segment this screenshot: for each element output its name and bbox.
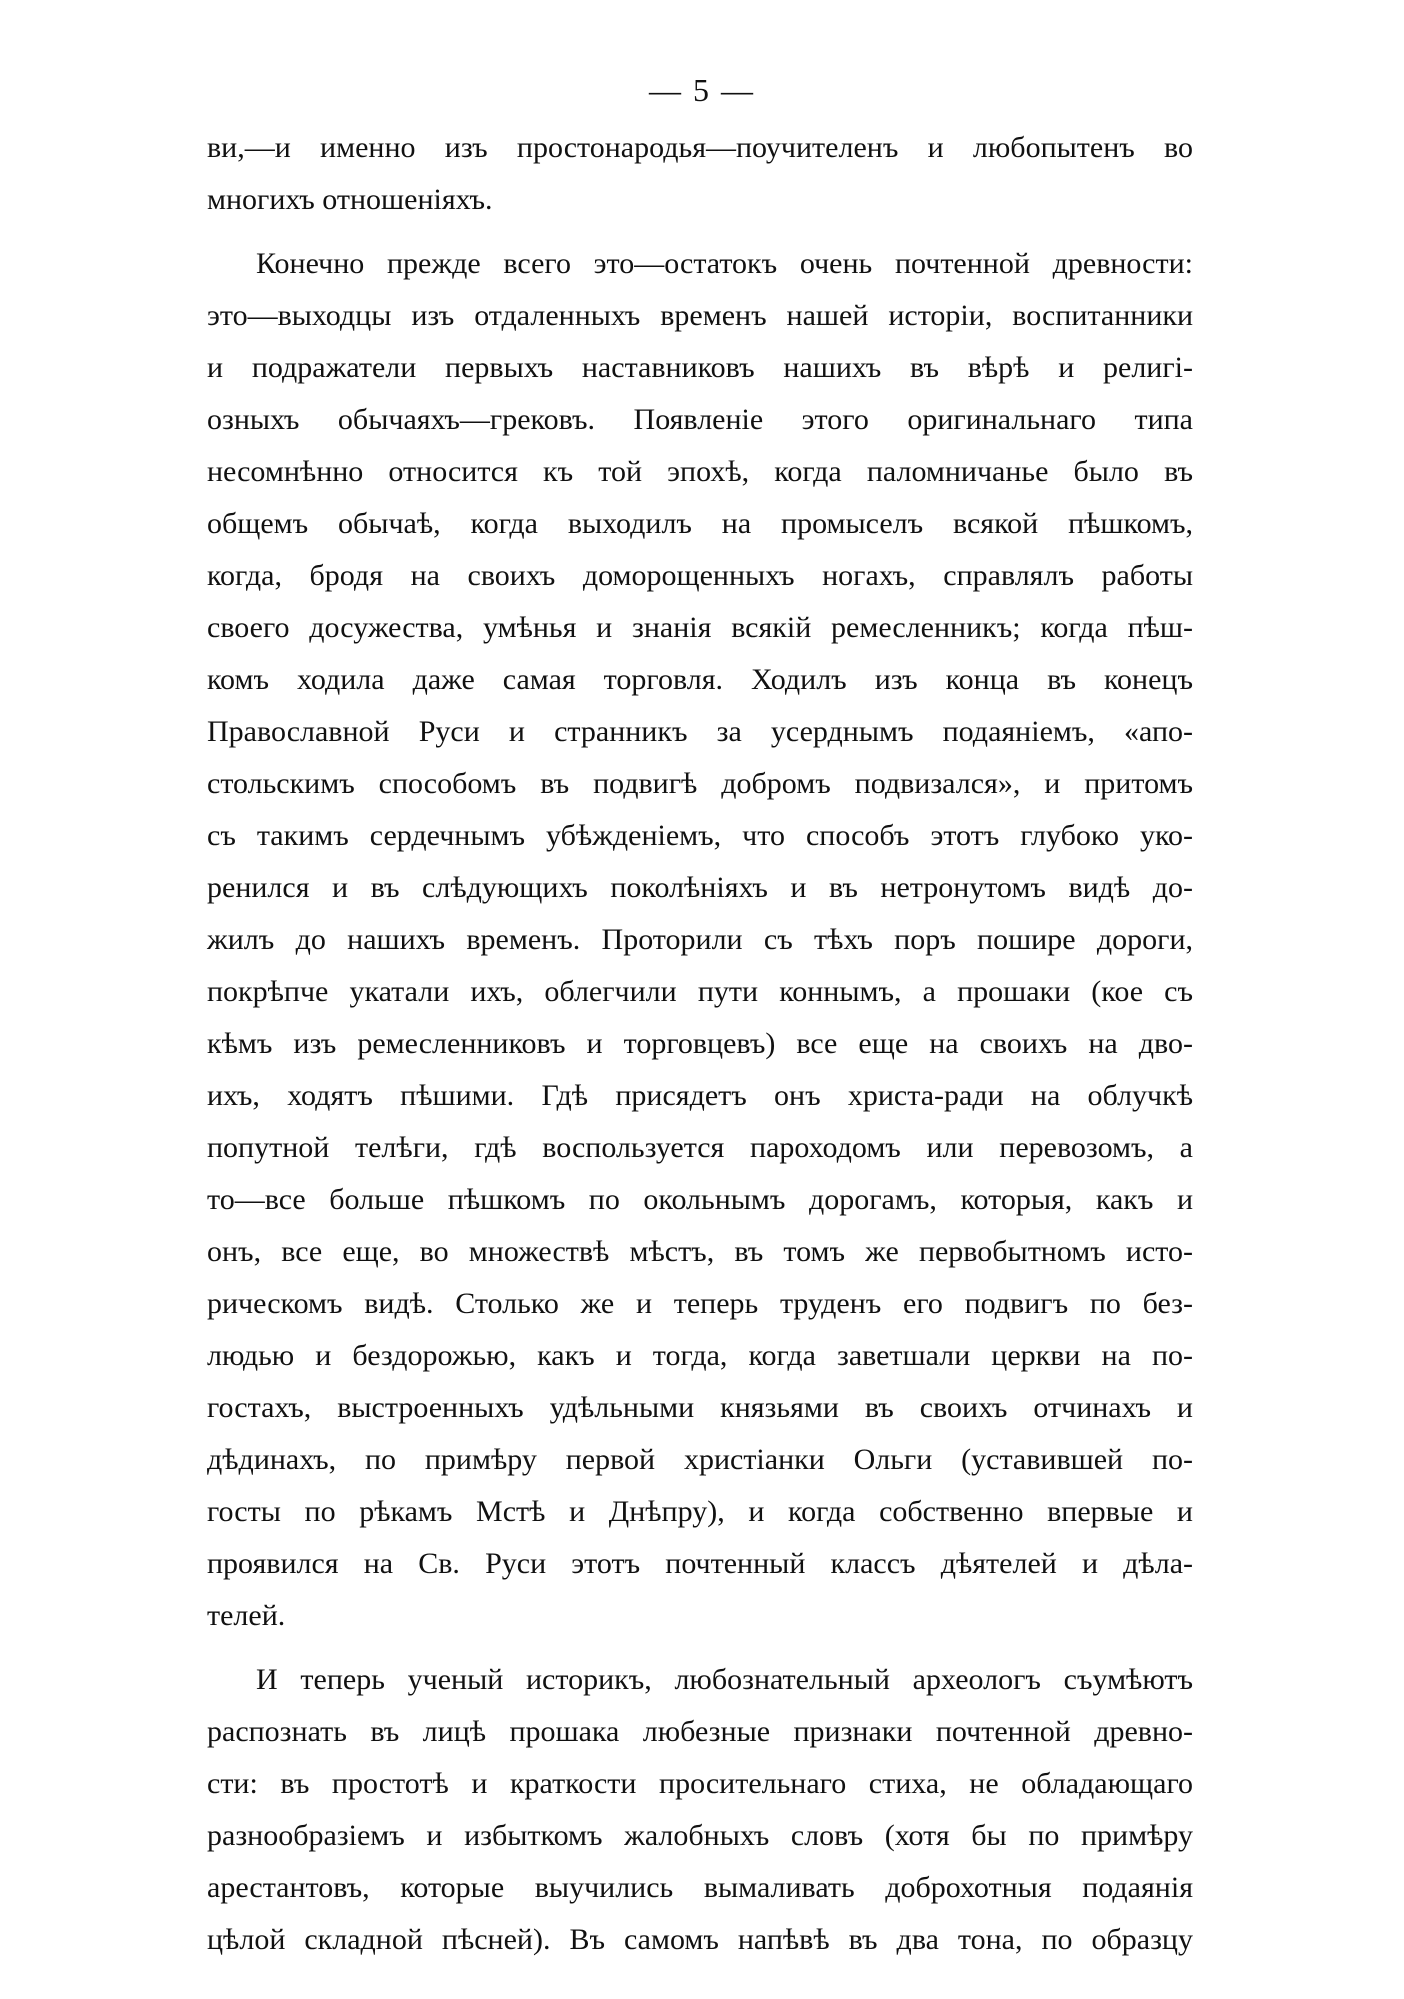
text-line: попутной телѣги, гдѣ воспользуется пароходомъ или перевозомъ, а [207, 1131, 1193, 1164]
text-line: озныхъ обычаяхъ—грековъ. Появленіе этого оригинальнаго типа [207, 403, 1193, 436]
text-line: общемъ обычаѣ, когда выходилъ на промыселъ всякой пѣшкомъ, [207, 507, 1193, 540]
page-number: — 5 — [649, 72, 755, 108]
text-line: покрѣпче укатали ихъ, облегчили пути коннымъ, а прошаки (кое съ [207, 975, 1193, 1008]
text-line: стольскимъ способомъ въ подвигѣ добромъ подвизался», и притомъ [207, 767, 1193, 800]
text-line: дѣдинахъ, по примѣру первой христіанки Ольги (уставившей по- [207, 1443, 1193, 1476]
text-line: Конечно прежде всего это—остатокъ очень почтенной древности: [256, 247, 1193, 280]
text-line: рическомъ видѣ. Столько же и теперь труденъ его подвигъ по без- [207, 1287, 1193, 1320]
text-line: проявился на Св. Руси этотъ почтенный классъ дѣятелей и дѣла- [207, 1547, 1193, 1580]
text-line: распознать въ лицѣ прошака любезные признаки почтенной древно- [207, 1715, 1193, 1748]
text-line: телей. [207, 1599, 286, 1632]
text-line: людью и бездорожью, какъ и тогда, когда заветшали церкви на по- [207, 1339, 1193, 1372]
text-line: ренился и въ слѣдующихъ поколѣніяхъ и въ нетронутомъ видѣ до- [207, 871, 1193, 904]
text-line: гостахъ, выстроенныхъ удѣльными князьями въ своихъ отчинахъ и [207, 1391, 1193, 1424]
text-line: арестантовъ, которые выучились вымаливать доброхотныя подаянія [207, 1871, 1193, 1904]
text-line: кѣмъ изъ ремесленниковъ и торговцевъ) все еще на своихъ на дво- [207, 1027, 1193, 1060]
text-line: это—выходцы изъ отдаленныхъ временъ нашей исторіи, воспитанники [207, 299, 1193, 332]
text-line: несомнѣнно относится къ той эпохѣ, когда паломничанье было въ [207, 455, 1193, 488]
text-line: ихъ, ходятъ пѣшими. Гдѣ присядетъ онъ христа-ради на облучкѣ [207, 1079, 1193, 1112]
text-line: ви,—и именно изъ простонародья—поучителенъ и любопытенъ во [207, 131, 1193, 164]
text-line: онъ, все еще, во множествѣ мѣстъ, въ томъ же первобытномъ исто- [207, 1235, 1193, 1268]
text-line: И теперь ученый историкъ, любознательный археологъ съумѣютъ [256, 1663, 1193, 1696]
text-line: разнообразіемъ и избыткомъ жалобныхъ словъ (хотя бы по примѣру [207, 1819, 1193, 1852]
text-line: своего досужества, умѣнья и знанія всякій ремесленникъ; когда пѣш- [207, 611, 1193, 644]
text-line: когда, бродя на своихъ доморощенныхъ ногахъ, справлялъ работы [207, 559, 1193, 592]
text-line: сти: въ простотѣ и краткости просительнаго стиха, не обладающаго [207, 1767, 1193, 1800]
text-line: Православной Руси и странникъ за усерднымъ подаяніемъ, «апо- [207, 715, 1193, 748]
text-line: цѣлой складной пѣсней). Въ самомъ напѣвѣ въ два тона, по образцу [207, 1923, 1193, 1956]
text-line: госты по рѣкамъ Мстѣ и Днѣпру), и когда собственно впервые и [207, 1495, 1193, 1528]
text-line: многихъ отношеніяхъ. [207, 183, 493, 216]
text-line: комъ ходила даже самая торговля. Ходилъ изъ конца въ конецъ [207, 663, 1193, 696]
text-line: то—все больше пѣшкомъ по окольнымъ дорогамъ, которыя, какъ и [207, 1183, 1193, 1216]
text-line: съ такимъ сердечнымъ убѣжденіемъ, что способъ этотъ глубоко уко- [207, 819, 1193, 852]
text-line: и подражатели первыхъ наставниковъ нашихъ въ вѣрѣ и религі- [207, 351, 1193, 384]
text-line: жилъ до нашихъ временъ. Проторили съ тѣхъ поръ пошире дороги, [207, 923, 1193, 956]
